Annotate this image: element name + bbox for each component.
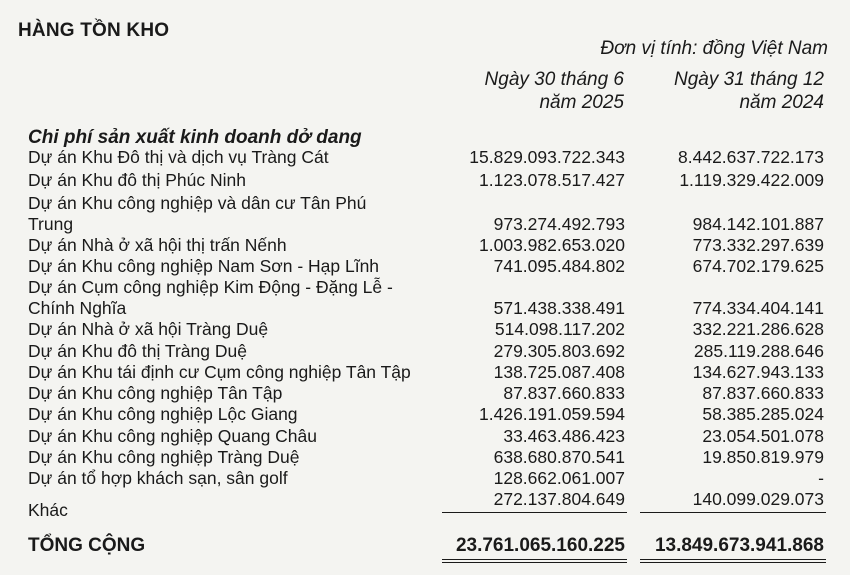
total-double-rule-2025-top xyxy=(442,559,627,560)
column-header-2025 xyxy=(424,68,624,114)
row-value-2024: 285.119.288.646 xyxy=(693,341,824,361)
row-value-2025: 272.137.804.649 xyxy=(493,489,625,509)
row-label: Dự án Khu đô thị Phúc Ninh xyxy=(28,170,246,190)
total-double-rule-2024-top xyxy=(640,559,826,560)
row-value-2025: 973.274.492.793 xyxy=(493,214,625,234)
row-value-2025: 1.426.191.059.594 xyxy=(479,404,625,424)
row-value-2024: 134.627.943.133 xyxy=(692,362,824,382)
row-label-continued: Trung xyxy=(28,214,74,234)
column-header-2025-line1: Ngày 30 tháng 6 xyxy=(484,69,624,90)
row-value-2024: 58.385.285.024 xyxy=(702,404,824,424)
row-value-2024: - xyxy=(818,468,824,488)
section-title: Chi phí sản xuất kinh doanh dở dang xyxy=(28,127,362,148)
subtotal-rule-2025 xyxy=(442,512,627,513)
row-label: Dự án tổ hợp khách sạn, sân golf xyxy=(28,468,288,488)
row-value-2024: 87.837.660.833 xyxy=(702,383,824,403)
row-label: Dự án Khu công nghiệp Lộc Giang xyxy=(28,404,298,424)
row-value-2025: 138.725.087.408 xyxy=(493,362,625,382)
total-value-2024: 13.849.673.941.868 xyxy=(654,535,824,556)
row-value-2024: 1.119.329.422.009 xyxy=(679,170,824,190)
row-value-2025: 33.463.486.423 xyxy=(503,426,625,446)
row-value-2025: 279.305.803.692 xyxy=(493,341,625,361)
subtotal-rule-2024 xyxy=(640,512,826,513)
row-label: Dự án Khu công nghiệp và dân cư Tân Phú xyxy=(28,193,367,213)
page-title: HÀNG TỒN KHO xyxy=(18,20,170,41)
row-value-2024: 19.850.819.979 xyxy=(702,447,824,467)
row-value-2025: 1.003.982.653.020 xyxy=(479,235,625,255)
row-label: Dự án Khu đô thị Tràng Duệ xyxy=(28,341,247,361)
row-label: Dự án Khu công nghiệp Nam Sơn - Hạp Lĩnh xyxy=(28,256,380,276)
row-value-2024: 332.221.286.628 xyxy=(692,319,824,339)
row-value-2024: 773.332.297.639 xyxy=(692,235,824,255)
column-header-2024-line1: Ngày 31 tháng 12 xyxy=(673,69,824,90)
row-value-2024: 23.054.501.078 xyxy=(702,426,824,446)
unit-note: Đơn vị tính: đồng Việt Nam xyxy=(600,38,828,59)
row-label: Dự án Khu công nghiệp Tràng Duệ xyxy=(28,447,300,467)
row-value-2024: 984.142.101.887 xyxy=(692,214,824,234)
total-double-rule-2025-bottom xyxy=(442,562,627,563)
total-value-2025: 23.761.065.160.225 xyxy=(455,535,625,556)
row-value-2024: 8.442.637.722.173 xyxy=(678,147,824,167)
row-label: Dự án Khu tái định cư Cụm công nghiệp Tân Tập xyxy=(28,362,411,382)
column-header-2025-line2: năm 2025 xyxy=(539,92,624,113)
row-label: Dự án Cụm công nghiệp Kim Động - Đặng Lễ - xyxy=(28,277,393,297)
total-double-rule-2024-bottom xyxy=(640,562,826,563)
row-value-2025: 1.123.078.517.427 xyxy=(479,170,625,190)
column-header-2024-line2: năm 2024 xyxy=(739,92,824,113)
row-label: Dự án Khu công nghiệp Quang Châu xyxy=(28,426,318,446)
row-value-2025: 571.438.338.491 xyxy=(493,298,625,318)
row-value-2025: 15.829.093.722.343 xyxy=(469,147,625,167)
row-label: Dự án Nhà ở xã hội Tràng Duệ xyxy=(28,319,269,339)
row-label: Dự án Khu công nghiệp Tân Tập xyxy=(28,383,283,403)
row-label-continued: Chính Nghĩa xyxy=(28,298,127,318)
row-value-2024: 140.099.029.073 xyxy=(692,489,824,509)
row-value-2025: 128.662.061.007 xyxy=(493,468,625,488)
row-value-2025: 741.095.484.802 xyxy=(493,256,625,276)
row-label: Khác xyxy=(28,500,68,520)
column-header-2024 xyxy=(624,68,824,114)
row-label: Dự án Nhà ở xã hội thị trấn Nếnh xyxy=(28,235,287,255)
row-label: Dự án Khu Đô thị và dịch vụ Tràng Cát xyxy=(28,147,329,167)
row-value-2024: 674.702.179.625 xyxy=(692,256,824,276)
row-value-2024: 774.334.404.141 xyxy=(692,298,824,318)
row-value-2025: 638.680.870.541 xyxy=(493,447,625,467)
row-value-2025: 514.098.117.202 xyxy=(494,319,625,339)
total-label: TỔNG CỘNG xyxy=(28,535,146,556)
row-value-2025: 87.837.660.833 xyxy=(503,383,625,403)
